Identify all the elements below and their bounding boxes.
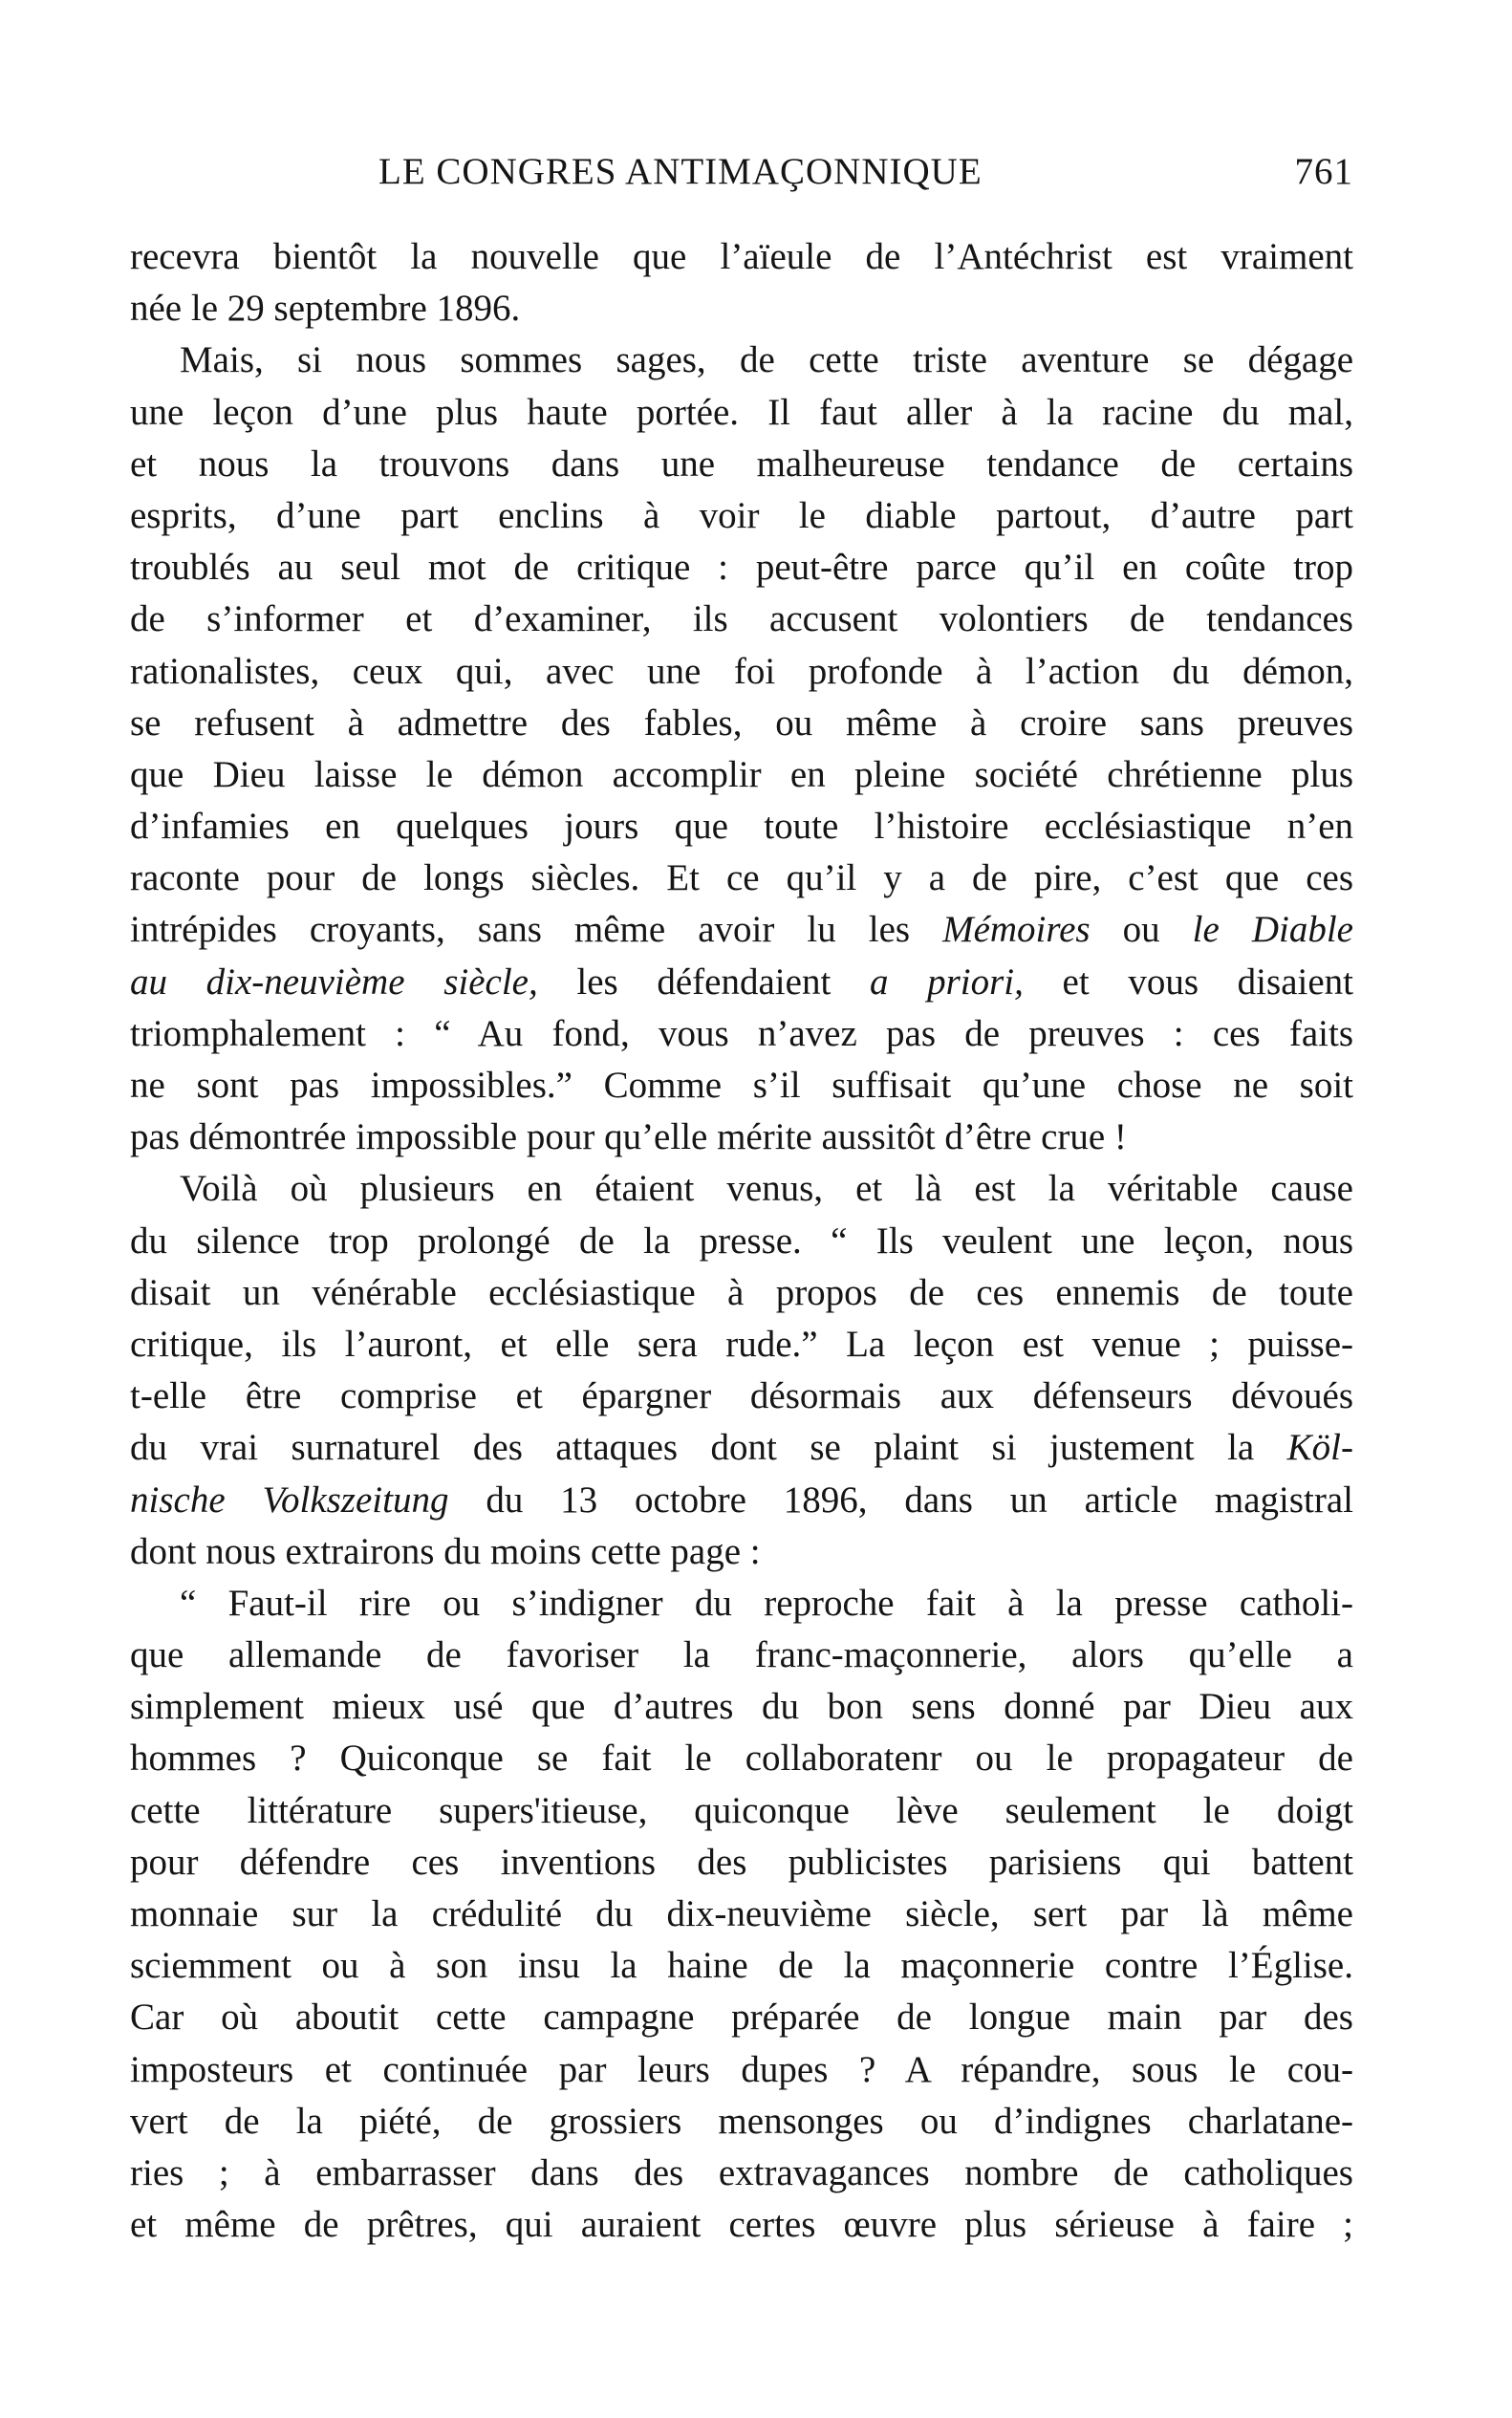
text-line-36: imposteurs et continuée par leurs dupes ? A répandre, sous le cou- [130,2048,1353,2090]
italic-a-priori: a priori, [869,961,1024,1003]
italic-newspaper-part1: Köl- [1286,1427,1353,1469]
text-line-39: et même de prêtres, qui auraient certes œuvre plus sérieuse à faire ; [130,2204,1353,2246]
text-line-14: intrépides croyants, sans même avoir lu les Mémoires ou le Diable [130,909,1353,951]
italic-newspaper-part2: nische Volkszeitung [130,1479,449,1521]
text-line-27: “ Faut-il rire ou s’indigner du reproche fait à la presse catholi- [180,1582,1353,1624]
text-line-5: et nous la trouvons dans une malheureuse tendance de certains [130,443,1353,485]
text-line-7: troublés au seul mot de critique : peut-être parce qu’il en coûte trop [130,547,1353,589]
text-line-11: que Dieu laisse le démon accomplir en pleine société chrétienne plus [130,753,1353,795]
text-line-17: ne sont pas impossibles.” Comme s’il suffisait qu’une chose ne soit [130,1065,1353,1106]
text-line-3: Mais, si nous sommes sages, de cette triste aventure se dégage [180,339,1353,381]
text-line-37: vert de la piété, de grossiers mensonges ou d’indignes charlatane- [130,2100,1353,2142]
text-line-28: que allemande de favoriser la franc-maçonnerie, alors qu’elle a [130,1634,1353,1676]
running-title: LE CONGRES ANTIMAÇONNIQUE [378,151,983,192]
text-line-32: pour défendre ces inventions des publicistes parisiens qui battent [130,1841,1353,1883]
text-line-20: du silence trop prolongé de la presse. “ Ils veulent une leçon, nous [130,1220,1353,1262]
text-line-1: recevra bientôt la nouvelle que l’aïeule de l’Antéchrist est vraiment [130,236,1353,277]
text-line-4: une leçon d’une plus haute portée. Il faut aller à la racine du mal, [130,391,1353,433]
italic-title-diable: le Diable [1192,909,1353,951]
text-line-15: au dix-neuvième siècle, les défendaient a priori, et vous disaient [130,961,1353,1003]
text-line-25: nische Volkszeitung du 13 octobre 1896, dans un article magistral [130,1479,1353,1521]
text-line-12: d’infamies en quelques jours que toute l’histoire ecclésiastique n’en [130,806,1353,848]
text-line-13: raconte pour de longs siècles. Et ce qu’il y a de pire, c’est que ces [130,857,1353,899]
text-line-33: monnaie sur la crédulité du dix-neuvième siècle, sert par là même [130,1893,1353,1934]
text-line-19: Voilà où plusieurs en étaient venus, et là est la véritable cause [180,1168,1353,1210]
running-head [130,143,1353,201]
body-text [130,231,1353,2251]
text-line-18: pas démontrée impossible pour qu’elle mérite aussitôt d’être crue ! [130,1116,1127,1158]
text-line-29: simplement mieux usé que d’autres du bon sens donné par Dieu aux [130,1686,1353,1728]
text-line-34: sciemment ou à son insu la haine de la maçonnerie contre l’Église. [130,1945,1353,1987]
text-line-30: hommes ? Quiconque se fait le collaboratenr ou le propagateur de [130,1738,1353,1780]
text-line-21: disait un vénérable ecclésiastique à propos de ces ennemis de toute [130,1271,1353,1313]
text-line-8: de s’informer et d’examiner, ils accusent volontiers de tendances [130,598,1353,640]
text-line-6: esprits, d’une part enclins à voir le diable partout, d’autre part [130,494,1353,536]
italic-title-siecle: au dix-neuvième siècle, [130,961,538,1003]
text-line-23: t-elle être comprise et épargner désormais aux défenseurs dévoués [130,1375,1353,1417]
text-line-22: critique, ils l’auront, et elle sera rude.” La leçon est venue ; puisse- [130,1323,1353,1365]
text-line-35: Car où aboutit cette campagne préparée de longue main par des [130,1997,1353,2039]
text-line-24: du vrai surnaturel des attaques dont se plaint si justement la Köl- [130,1427,1353,1469]
text-line-31: cette littérature supers'itieuse, quiconque lève seulement le doigt [130,1789,1353,1831]
text-line-26: dont nous extrairons du moins cette page : [130,1530,761,1572]
italic-title-memoires: Mémoires [942,909,1091,951]
text-line-2: née le 29 septembre 1896. [130,288,521,330]
text-line-16: triomphalement : “ Au fond, vous n’avez pas de preuves : ces faits [130,1012,1353,1054]
text-line-10: se refusent à admettre des fables, ou même à croire sans preuves [130,702,1353,744]
text-line-9: rationalistes, ceux qui, avec une foi profonde à l’action du démon, [130,650,1353,692]
page-number: 761 [1294,151,1353,192]
text-line-38: ries ; à embarrasser dans des extravagances nombre de catholiques [130,2151,1353,2193]
